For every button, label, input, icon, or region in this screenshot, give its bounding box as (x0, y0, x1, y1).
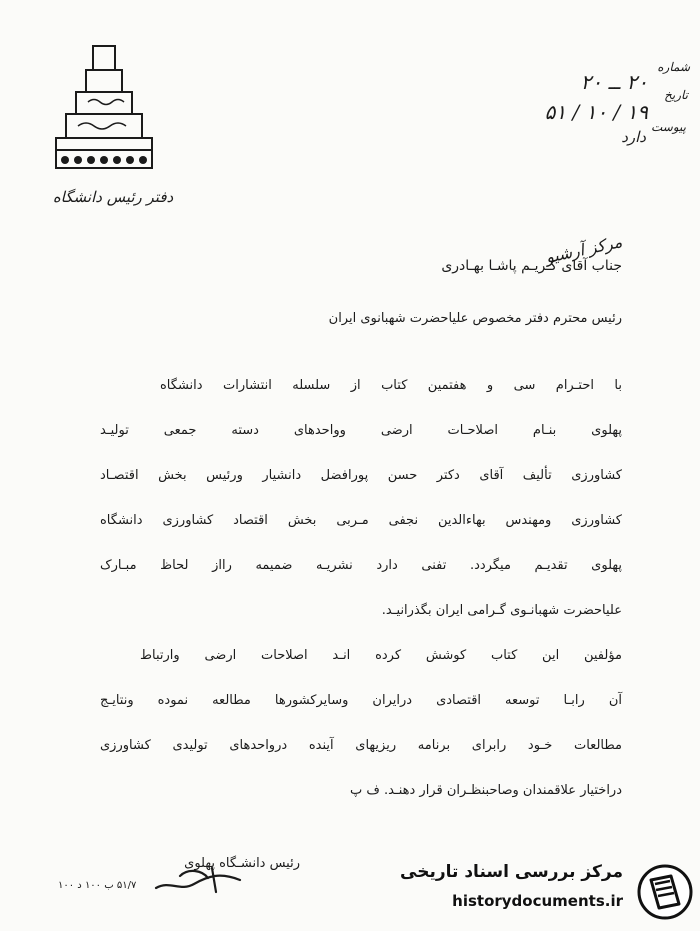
body-line: مطالعات خـود رابرای برنامه ریزیهای آینده درواحدهای تولیدی کشاورزی (100, 738, 622, 753)
addressee: جناب آقای کـریـم پاشـا بهـادری (441, 258, 622, 274)
attachment-label: پیوست (651, 120, 686, 134)
body-line: آن رابـا توسعه اقتصادی درایران وسایرکشورها مطالعه نموده ونتایـج (100, 693, 622, 708)
number-value: ۲۰ ــ ۲۰ (580, 70, 648, 94)
body-line: مؤلفین این کتاب کوشش کرده انـد اصلاحات ارضی وارتباط (140, 648, 622, 663)
letter-meta (540, 48, 690, 168)
body-line: پهلوی بنـام اصلاحـات ارضی وواحدهای دسته جمعی تولیـد (100, 423, 622, 438)
watermark (400, 862, 695, 926)
body-line: علیاحضرت شهبانـوی گـرامی ایران بگذرانیـد. (381, 603, 622, 618)
signature-icon (150, 858, 250, 898)
watermark-name: مرکز بررسی اسناد تاریخی (400, 862, 623, 882)
body-line: دراختیار علاقمندان وصاحبنظـران قرار دهنـد. ف پ (349, 783, 622, 798)
signatory-label: رئیس دانشـگاه پهلوی (184, 856, 300, 871)
addressee-title: رئیس محترم دفتر مخصوص علیاحضرت شهبانوی ایران (328, 311, 622, 326)
date-value: ۱۹ / ۱۰ / ۵۱ (544, 100, 648, 124)
attachment-value: دارد (621, 128, 646, 146)
form-code: ۵۱/۷ ب ۱۰۰ د ۱۰۰ (58, 880, 137, 891)
archive-document-icon (637, 864, 693, 920)
number-label: شماره (657, 60, 690, 74)
watermark-url: historydocuments.ir (452, 892, 623, 910)
body-line: کشاورزی ومهندس بهاءالدین نجفی مـربی بخش اقتصاد کشاورزی دانشگاه (100, 513, 622, 528)
office-label: دفتر رئیس دانشگاه (52, 188, 174, 206)
university-logo-icon (48, 40, 158, 180)
body-line: کشاورزی تألیف آقای دکتر حسن پورافضل دانشیار ورئیس بخش اقتصـاد (100, 468, 622, 483)
margin-note: مرکز آرشیو (543, 232, 624, 267)
date-label: تاریخ (664, 88, 688, 102)
body-line: با احتـرام سی و هفتمین کتاب از سلسله انتشارات دانشگاه (160, 378, 622, 393)
body-line: پهلوی تقدیـم میگردد. تفنی دارد نشریـه ضمیمه رااز لحاظ مبـارک (100, 558, 622, 573)
